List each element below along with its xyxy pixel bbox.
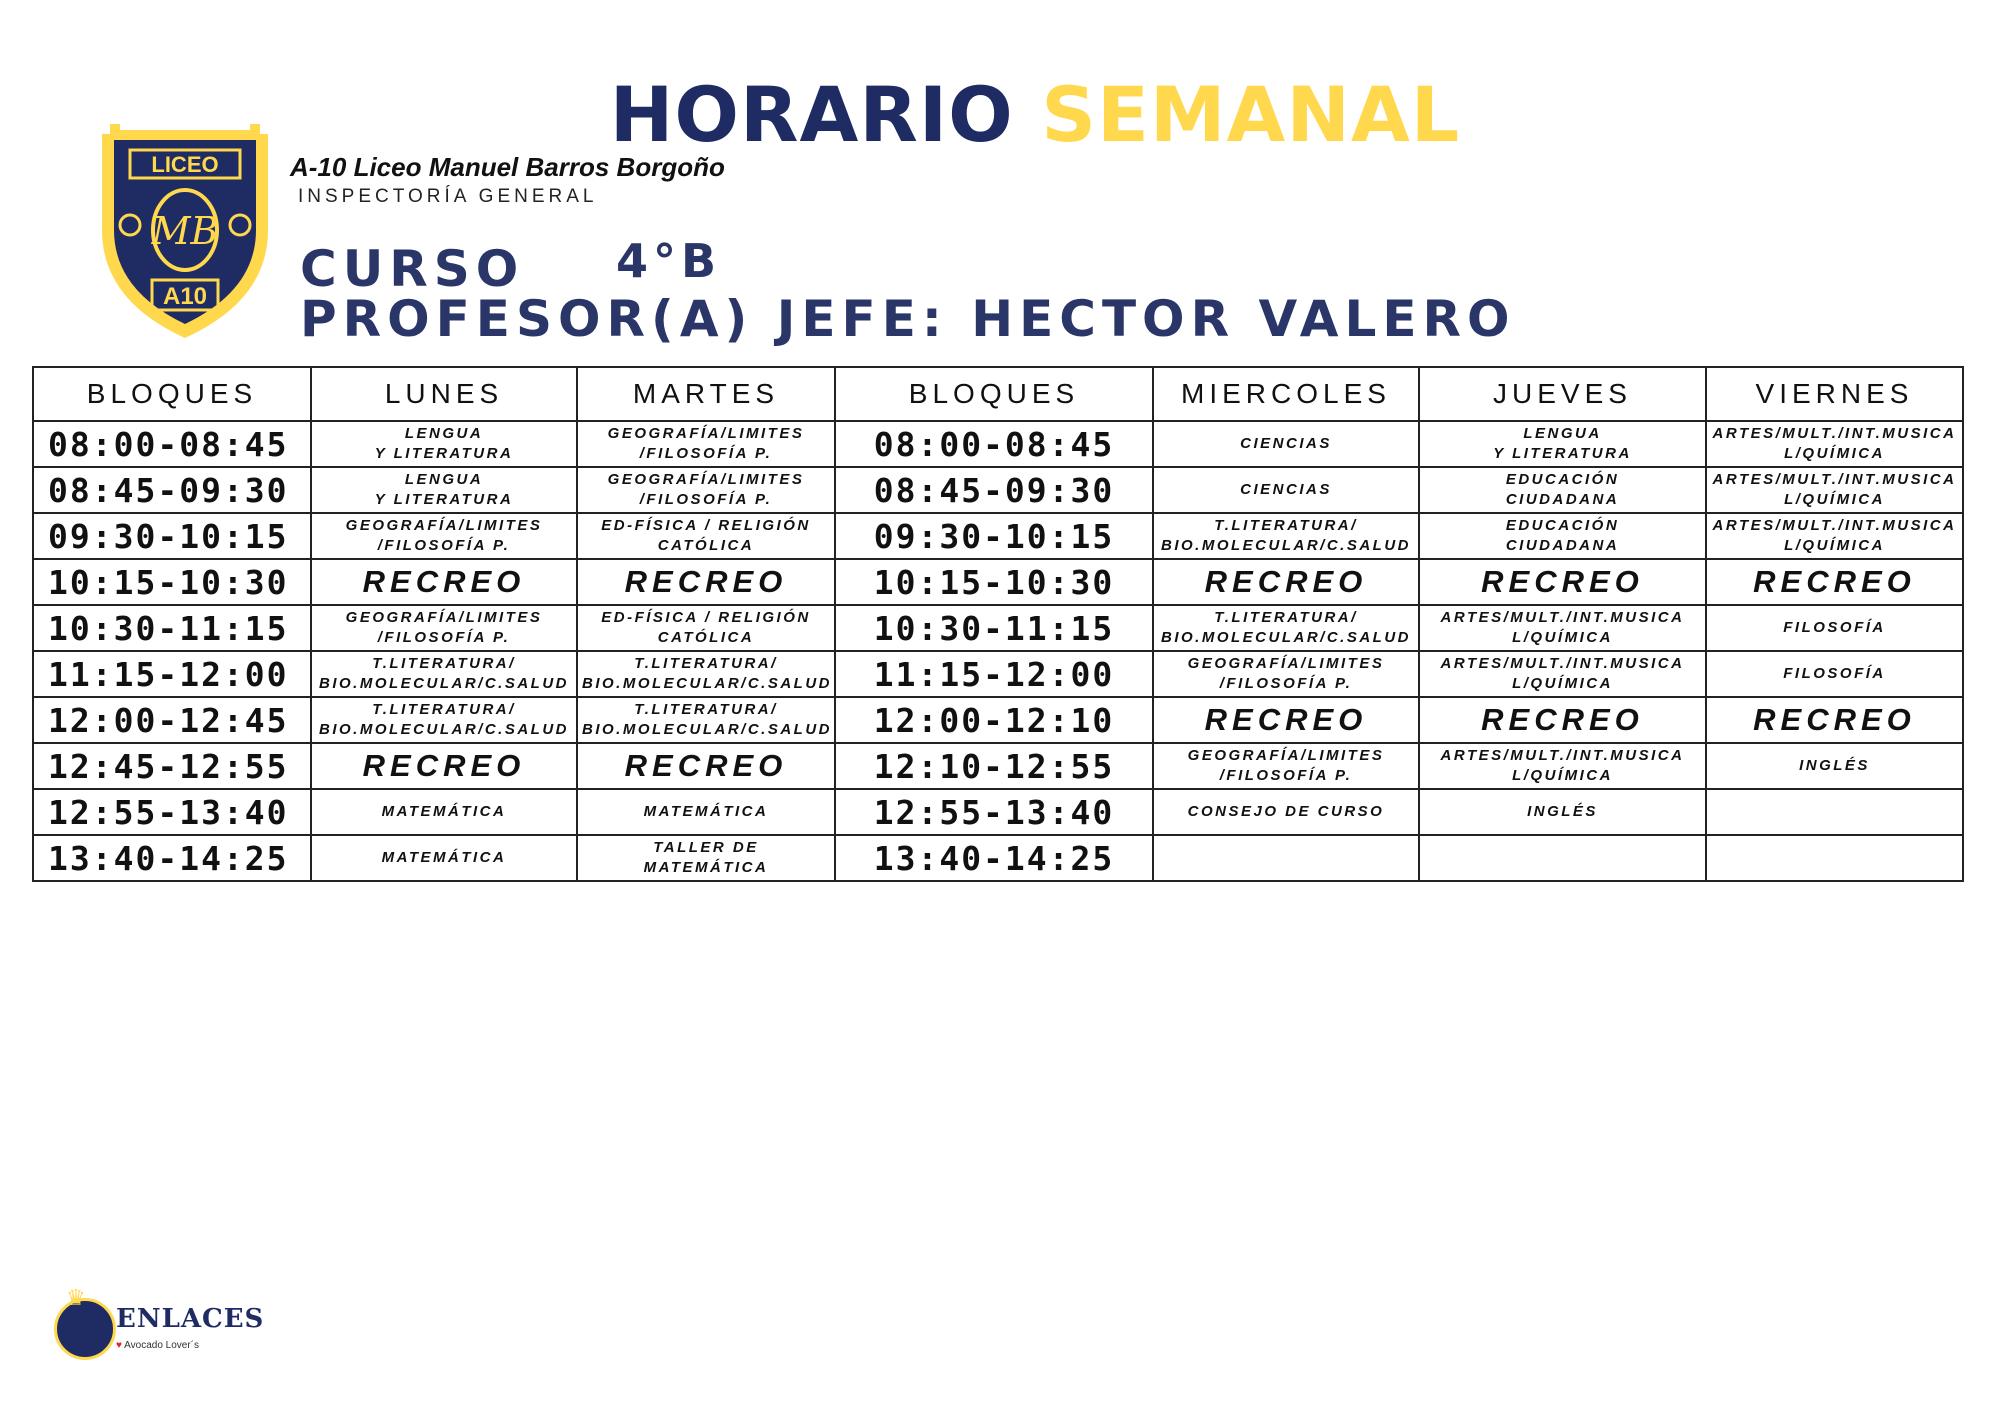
recreo-cell-miercoles: RECREO: [1153, 697, 1419, 743]
subject-cell-martes: ED-FÍSICA / RELIGIÓN CATÓLICA: [577, 605, 835, 651]
recreo-cell-miercoles: RECREO: [1153, 559, 1419, 605]
subject-cell-viernes: FILOSOFÍA: [1706, 651, 1963, 697]
subject-cell-lunes: LENGUA Y LITERATURA: [311, 467, 577, 513]
header-lunes: LUNES: [311, 367, 577, 421]
time-block-cell: 12:55-13:40: [835, 789, 1153, 835]
table-row: [33, 743, 1963, 789]
table-row: [33, 651, 1963, 697]
subject-cell-martes: T.LITERATURA/ BIO.MOLECULAR/C.SALUD: [577, 697, 835, 743]
subject-cell-lunes: MATEMÁTICA: [311, 789, 577, 835]
subject-cell-jueves: [1419, 835, 1706, 881]
subject-cell-martes: ED-FÍSICA / RELIGIÓN CATÓLICA: [577, 513, 835, 559]
table-row: [33, 789, 1963, 835]
time-block-cell: 12:00-12:45: [33, 697, 311, 743]
recreo-cell-lunes: RECREO: [311, 743, 577, 789]
subject-cell-martes: GEOGRAFÍA/LIMITES /FILOSOFÍA P.: [577, 467, 835, 513]
table-row: [33, 467, 1963, 513]
time-block-cell: 09:30-10:15: [33, 513, 311, 559]
table-row: [33, 559, 1963, 605]
recreo-cell-martes: RECREO: [577, 743, 835, 789]
time-block-cell: 12:55-13:40: [33, 789, 311, 835]
time-block-cell: 09:30-10:15: [835, 513, 1153, 559]
heart-icon: ♥: [116, 1340, 122, 1351]
subject-cell-lunes: T.LITERATURA/ BIO.MOLECULAR/C.SALUD: [311, 697, 577, 743]
page-title: [0, 70, 2000, 159]
header-viernes: VIERNES: [1706, 367, 1963, 421]
school-crest-logo: [100, 120, 270, 340]
recreo-cell-lunes: RECREO: [311, 559, 577, 605]
subject-cell-miercoles: T.LITERATURA/ BIO.MOLECULAR/C.SALUD: [1153, 513, 1419, 559]
subject-cell-jueves: EDUCACIÓN CIUDADANA: [1419, 467, 1706, 513]
header-miercoles: MIERCOLES: [1153, 367, 1419, 421]
time-block-cell: 10:15-10:30: [33, 559, 311, 605]
subject-cell-jueves: ARTES/MULT./INT.MUSICA L/QUÍMICA: [1419, 651, 1706, 697]
subject-cell-miercoles: GEOGRAFÍA/LIMITES /FILOSOFÍA P.: [1153, 743, 1419, 789]
recreo-cell-jueves: RECREO: [1419, 697, 1706, 743]
time-block-cell: 13:40-14:25: [835, 835, 1153, 881]
time-block-cell: 08:00-08:45: [835, 421, 1153, 467]
table-row: [33, 513, 1963, 559]
subject-cell-viernes: INGLÉS: [1706, 743, 1963, 789]
title-word-horario: HORARIO: [609, 70, 1014, 159]
subject-cell-martes: TALLER DE MATEMÁTICA: [577, 835, 835, 881]
header-bloques-2: BLOQUES: [835, 367, 1153, 421]
subject-cell-viernes: ARTES/MULT./INT.MUSICA L/QUÍMICA: [1706, 421, 1963, 467]
subject-cell-miercoles: GEOGRAFÍA/LIMITES /FILOSOFÍA P.: [1153, 651, 1419, 697]
recreo-cell-viernes: RECREO: [1706, 559, 1963, 605]
subject-cell-lunes: GEOGRAFÍA/LIMITES /FILOSOFÍA P.: [311, 513, 577, 559]
enlaces-tagline: [116, 1340, 199, 1351]
time-block-cell: 12:10-12:55: [835, 743, 1153, 789]
table-row: [33, 835, 1963, 881]
time-block-cell: 12:00-12:10: [835, 697, 1153, 743]
subject-cell-lunes: T.LITERATURA/ BIO.MOLECULAR/C.SALUD: [311, 651, 577, 697]
subject-cell-miercoles: T.LITERATURA/ BIO.MOLECULAR/C.SALUD: [1153, 605, 1419, 651]
school-name: A-10 Liceo Manuel Barros Borgoño: [290, 152, 725, 182]
subject-cell-jueves: EDUCACIÓN CIUDADANA: [1419, 513, 1706, 559]
table-row: [33, 421, 1963, 467]
time-block-cell: 11:15-12:00: [33, 651, 311, 697]
time-block-cell: 11:15-12:00: [835, 651, 1153, 697]
subject-cell-lunes: LENGUA Y LITERATURA: [311, 421, 577, 467]
time-block-cell: 10:30-11:15: [835, 605, 1153, 651]
enlaces-brand: ENLACES: [116, 1304, 265, 1334]
time-block-cell: 08:00-08:45: [33, 421, 311, 467]
table-row: [33, 697, 1963, 743]
subject-cell-martes: T.LITERATURA/ BIO.MOLECULAR/C.SALUD: [577, 651, 835, 697]
subject-cell-martes: GEOGRAFÍA/LIMITES /FILOSOFÍA P.: [577, 421, 835, 467]
table-header-row: [33, 367, 1963, 421]
subject-cell-jueves: ARTES/MULT./INT.MUSICA L/QUÍMICA: [1419, 605, 1706, 651]
header-martes: MARTES: [577, 367, 835, 421]
recreo-cell-martes: RECREO: [577, 559, 835, 605]
recreo-cell-jueves: RECREO: [1419, 559, 1706, 605]
title-word-semanal: SEMANAL: [1041, 70, 1461, 159]
subject-cell-jueves: ARTES/MULT./INT.MUSICA L/QUÍMICA: [1419, 743, 1706, 789]
crest-top-text: LICEO: [151, 152, 219, 177]
curso-value: 4°B: [616, 234, 722, 288]
subject-cell-viernes: ARTES/MULT./INT.MUSICA L/QUÍMICA: [1706, 513, 1963, 559]
tagline-text: Avocado Lover´s: [124, 1340, 200, 1351]
subject-cell-viernes: [1706, 789, 1963, 835]
time-block-cell: 13:40-14:25: [33, 835, 311, 881]
crest-bottom-text: A10: [162, 283, 208, 310]
time-block-cell: 12:45-12:55: [33, 743, 311, 789]
recreo-cell-viernes: RECREO: [1706, 697, 1963, 743]
subject-cell-lunes: GEOGRAFÍA/LIMITES /FILOSOFÍA P.: [311, 605, 577, 651]
profesor-jefe: PROFESOR(A) JEFE: HECTOR VALERO: [300, 290, 1516, 348]
crown-icon: ♛: [66, 1286, 86, 1311]
table-row: [33, 605, 1963, 651]
subject-cell-viernes: ARTES/MULT./INT.MUSICA L/QUÍMICA: [1706, 467, 1963, 513]
subject-cell-miercoles: CONSEJO DE CURSO: [1153, 789, 1419, 835]
subject-cell-miercoles: CIENCIAS: [1153, 421, 1419, 467]
curso-label: CURSO: [300, 240, 525, 298]
subject-cell-jueves: LENGUA Y LITERATURA: [1419, 421, 1706, 467]
department-label: INSPECTORÍA GENERAL: [298, 186, 598, 207]
crest-monogram: MB: [151, 209, 219, 253]
subject-cell-viernes: [1706, 835, 1963, 881]
subject-cell-martes: MATEMÁTICA: [577, 789, 835, 835]
enlaces-logo: [52, 1286, 332, 1366]
subject-cell-miercoles: CIENCIAS: [1153, 467, 1419, 513]
subject-cell-viernes: FILOSOFÍA: [1706, 605, 1963, 651]
subject-cell-jueves: INGLÉS: [1419, 789, 1706, 835]
header-jueves: JUEVES: [1419, 367, 1706, 421]
subject-cell-lunes: MATEMÁTICA: [311, 835, 577, 881]
time-block-cell: 10:30-11:15: [33, 605, 311, 651]
header-bloques-1: BLOQUES: [33, 367, 311, 421]
schedule-body: [33, 421, 1963, 881]
time-block-cell: 08:45-09:30: [33, 467, 311, 513]
schedule-table: [32, 366, 1964, 882]
subject-cell-miercoles: [1153, 835, 1419, 881]
time-block-cell: 08:45-09:30: [835, 467, 1153, 513]
time-block-cell: 10:15-10:30: [835, 559, 1153, 605]
